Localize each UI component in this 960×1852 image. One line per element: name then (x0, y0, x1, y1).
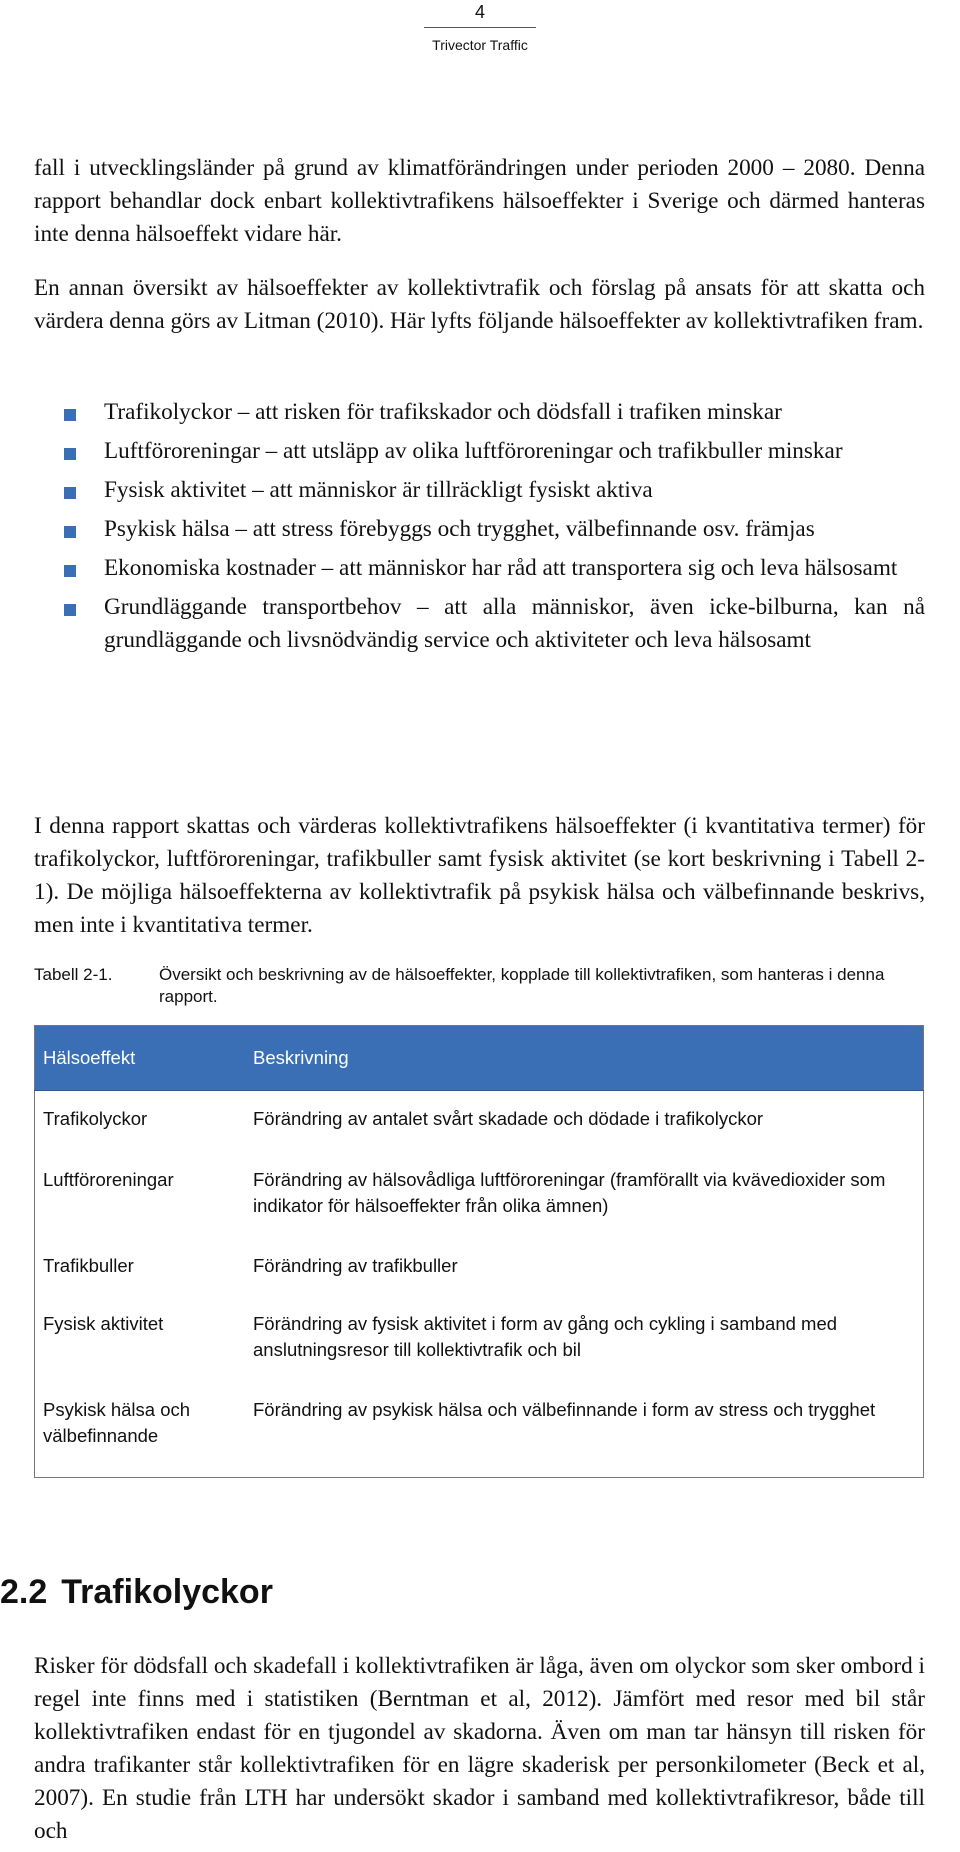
square-bullet-icon (64, 487, 76, 499)
health-effects-table (34, 1025, 924, 1478)
list-item (64, 552, 925, 585)
header-rule (424, 27, 536, 28)
running-title: Trivector Traffic (432, 37, 528, 53)
column-header-beskrivning: Beskrivning (245, 1026, 924, 1091)
list-item-text: Luftföroreningar – att utsläpp av olika luftföroreningar och trafikbuller minskar (104, 438, 843, 464)
paragraph-1: fall i utvecklingsländer på grund av klimatförändringen under perioden 2000 – 2080. Denna rapport behandlar dock enbart kollektivtrafikens hälsoeffekter i Sverige och därmed hanteras inte denna hälsoeffekt vidare här. (34, 155, 925, 247)
square-bullet-icon (64, 448, 76, 460)
table-row (35, 1152, 924, 1239)
table-row (35, 1385, 924, 1478)
table-row (35, 1091, 924, 1153)
section-title: Trafikolyckor (61, 1573, 273, 1611)
table-cell-description: Förändring av psykisk hälsa och välbefinnande i form av stress och trygghet (253, 1399, 876, 1420)
table-cell-effect: Psykisk hälsa och välbefinnande (43, 1399, 191, 1446)
page-number: 4 (474, 2, 485, 22)
table-cell-effect: Luftföroreningar (43, 1169, 174, 1190)
table-cell-description: Förändring av fysisk aktivitet i form av gång och cykling i samband med anslutningsresor till kollektivtrafik och bil (253, 1313, 838, 1360)
list-item-text: Fysisk aktivitet – att människor är tillräckligt fysiskt aktiva (104, 477, 653, 503)
list-item-text: Ekonomiska kostnader – att människor har råd att transportera sig och leva hälsosamt (104, 555, 898, 581)
list-item (64, 513, 925, 546)
table-cell-effect: Trafikbuller (43, 1255, 134, 1276)
list-item-text: Trafikolyckor – att risken för trafikskador och dödsfall i trafiken minskar (104, 399, 782, 425)
table-row (35, 1239, 924, 1297)
list-item (64, 591, 925, 657)
table-row (35, 1297, 924, 1385)
square-bullet-icon (64, 604, 76, 616)
health-effects-list (64, 396, 925, 663)
paragraph-4: Risker för dödsfall och skadefall i kollektivtrafiken är låga, även om olyckor som sker ombord i regel inte finns med i statistiken (Berntman et al, 2012). Jämfört med resor med bil står kollektivtrafiken endast för en tjugondel av skadorna. Även om man tar hänsyn till risken för andra trafikanter står kollektivtrafiken för en lägre skaderisk per personkilometer (Beck et al, 2007). En studie från LTH har undersökt skador i samband med kollektivtrafikresor, både till och (34, 1653, 925, 1844)
paragraph-2: En annan översikt av hälsoeffekter av kollektivtrafik och förslag på ansats för att skatta och värdera denna görs av Litman (2010). Här lyfts följande hälsoeffekter av kollektivtrafiken fram. (34, 275, 925, 334)
table-cell-description: Förändring av trafikbuller (253, 1255, 458, 1276)
section-heading (0, 1572, 273, 1612)
list-item (64, 435, 925, 468)
table-caption-label: Tabell 2-1. (34, 965, 113, 984)
list-item (64, 396, 925, 429)
list-item (64, 474, 925, 507)
table-cell-description: Förändring av hälsovådliga luftföroreningar (framförallt via kvävedioxider som indikator för hälsoeffekter från olika ämnen) (253, 1169, 886, 1216)
square-bullet-icon (64, 409, 76, 421)
list-item-text: Grundläggande transportbehov – att alla människor, även icke-bilburna, kan nå grundläggande och livsnödvändig service och aktiviteter och leva hälsosamt (104, 594, 925, 653)
table-cell-effect: Trafikolyckor (43, 1108, 148, 1129)
table-caption-text: Översikt och beskrivning av de hälsoeffekter, kopplade till kollektivtrafiken, som hanteras i denna rapport. (159, 965, 885, 1006)
square-bullet-icon (64, 526, 76, 538)
square-bullet-icon (64, 565, 76, 577)
column-header-halsoeffekt: Hälsoeffekt (35, 1026, 246, 1091)
paragraph-3: I denna rapport skattas och värderas kollektivtrafikens hälsoeffekter (i kvantitativa termer) för trafikolyckor, luftföroreningar, trafikbuller samt fysisk aktivitet (se kort beskrivning i Tabell 2-1). De möjliga hälsoeffekterna av kollektivtrafik på psykisk hälsa och välbefinnande beskrivs, men inte i kvantitativa termer. (34, 813, 925, 938)
table-header-row (35, 1026, 924, 1091)
list-item-text: Psykisk hälsa – att stress förebyggs och trygghet, välbefinnande osv. främjas (104, 516, 815, 542)
table-cell-effect: Fysisk aktivitet (43, 1313, 164, 1334)
section-number: 2.2 (0, 1573, 48, 1611)
table-cell-description: Förändring av antalet svårt skadade och dödade i trafikolyckor (253, 1108, 764, 1129)
